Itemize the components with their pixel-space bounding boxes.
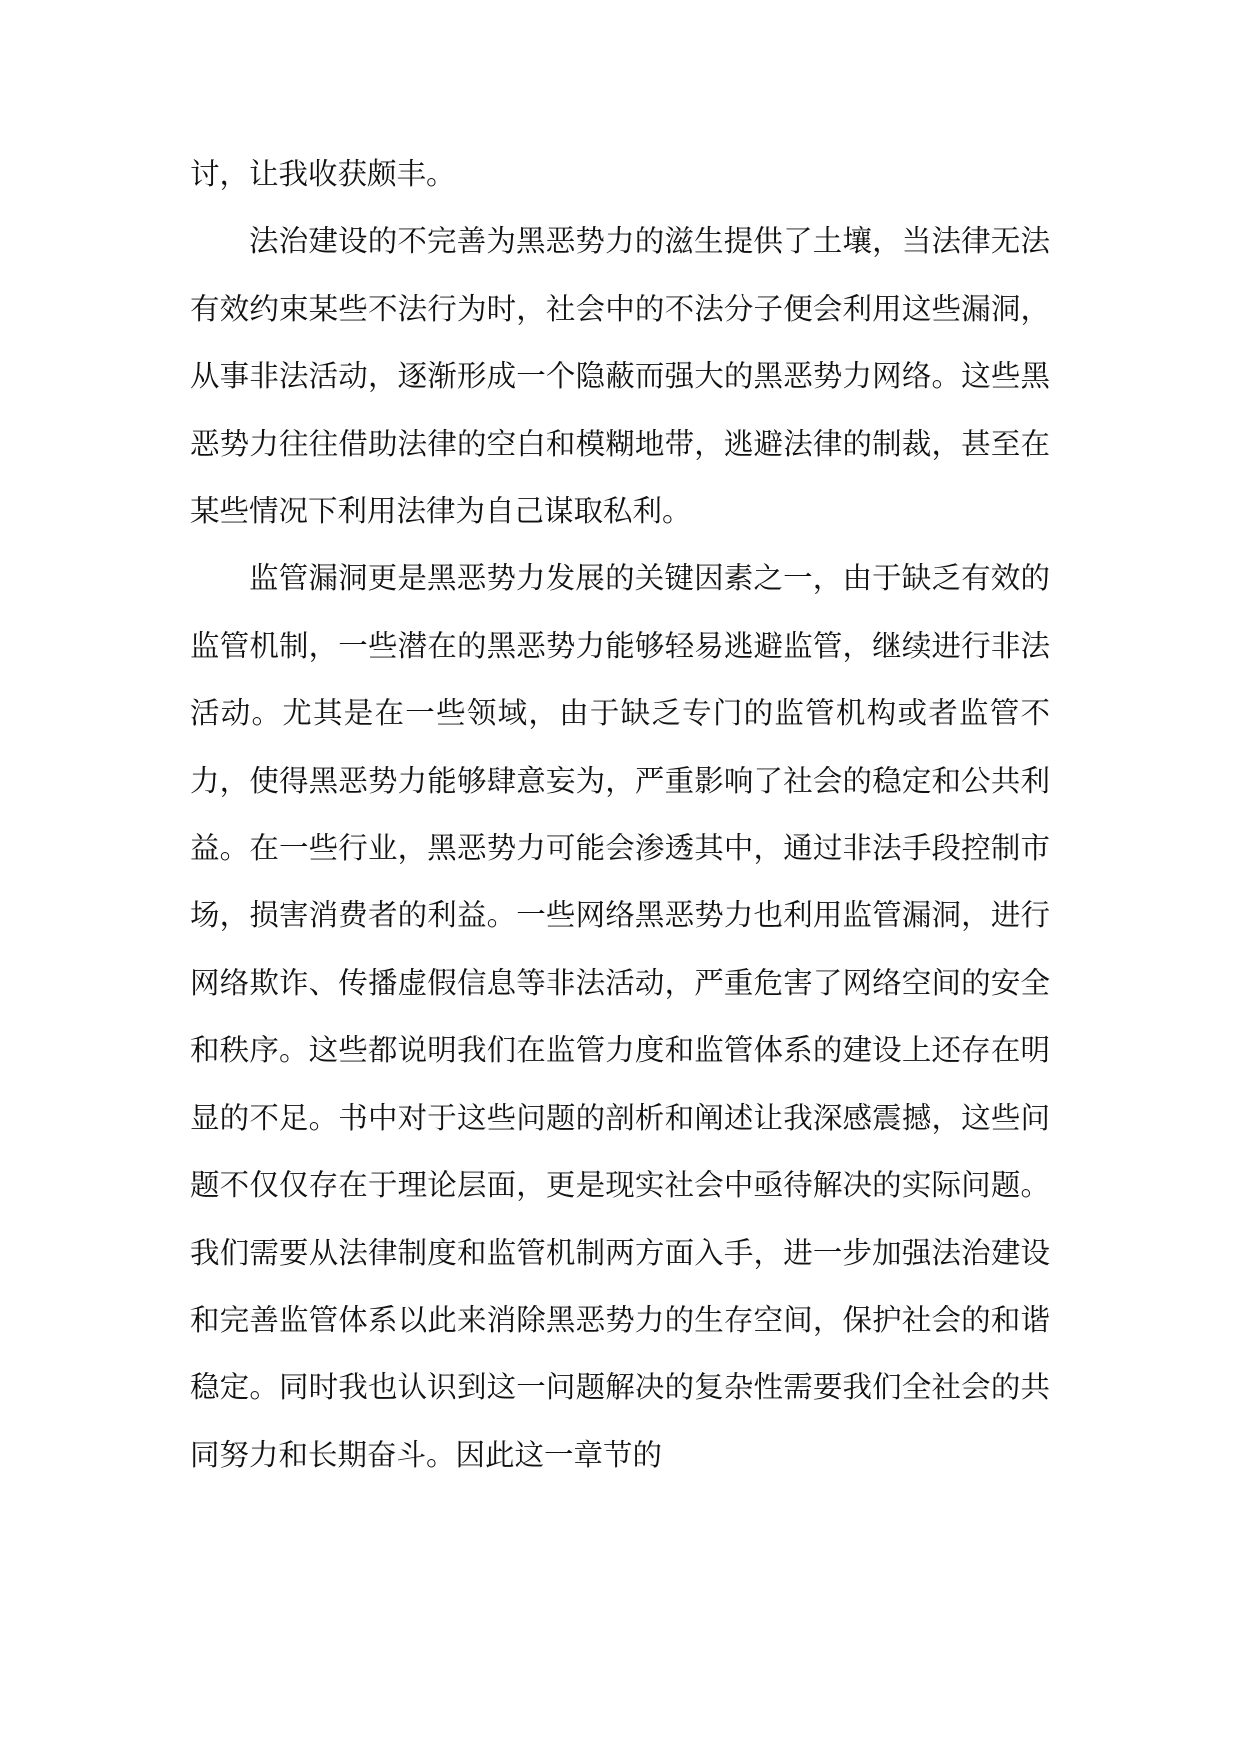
- paragraph-continuation: 讨，让我收获颇丰。: [190, 157, 456, 191]
- paragraph-rule-of-law: 法治建设的不完善为黑恶势力的滋生提供了土壤，当法律无法有效约束某些不法行为时，社会中的不法分子便会利用这些漏洞，从事非法活动，逐渐形成一个隐蔽而强大的黑恶势力网络。这些黑恶势力往往借助法律的空白和模糊地带，逃避法律的制裁，甚至在某些情况下利用法律为自己谋取私利。: [190, 224, 1050, 529]
- document-body: [190, 141, 1050, 1489]
- paragraph-regulatory-gaps: 监管漏洞更是黑恶势力发展的关键因素之一，由于缺乏有效的监管机制，一些潜在的黑恶势力能够轻易逃避监管，继续进行非法活动。尤其是在一些领域，由于缺乏专门的监管机构或者监管不力，使得黑恶势力能够肆意妄为，严重影响了社会的稳定和公共利益。在一些行业，黑恶势力可能会渗透其中，通过非法手段控制市场，损害消费者的利益。一些网络黑恶势力也利用监管漏洞，进行网络欺诈、传播虚假信息等非法活动，严重危害了网络空间的安全和秩序。这些都说明我们在监管力度和监管体系的建设上还存在明显的不足。书中对于这些问题的剖析和阐述让我深感震撼，这些问题不仅仅存在于理论层面，更是现实社会中亟待解决的实际问题。我们需要从法律制度和监管机制两方面入手，进一步加强法治建设和完善监管体系以此来消除黑恶势力的生存空间，保护社会的和谐稳定。同时我也认识到这一问题解决的复杂性需要我们全社会的共同努力和长期奋斗。因此这一章节的: [190, 561, 1050, 1472]
